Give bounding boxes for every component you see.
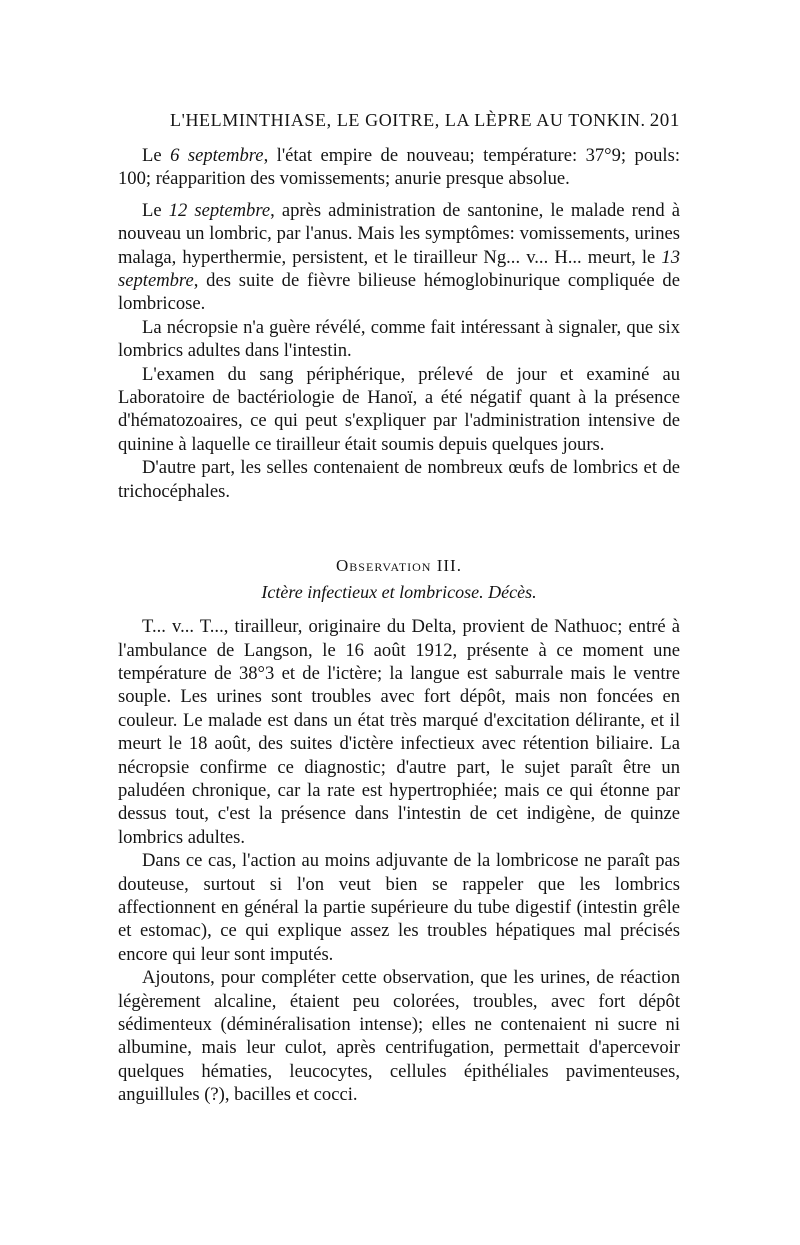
page-number: 201: [649, 110, 680, 131]
observation-subtitle: Ictère infectieux et lombricose. Décès.: [261, 582, 537, 603]
running-head-title: L'HELMINTHIASE, LE GOITRE, LA LÈPRE AU TONKIN.: [170, 110, 646, 130]
observation-label: Observation: [336, 556, 432, 576]
date-sept-12: 12 septembre: [168, 199, 271, 221]
observation-heading: [118, 553, 680, 579]
book-page: [118, 110, 680, 1107]
observation-number: III.: [436, 556, 462, 576]
observation-section: [118, 553, 680, 1107]
observation-paragraph-3: Ajoutons, pour compléter cette observation, que les urines, de réaction légèrement alcaline, étaient peu colorées, troubles, avec fort dépôt sédimenteux (déminéralisation intense); elles ne contenaient ni sucre ni albumine, mais leur culot, après centrifugation, permettait d'apercevoir quelques hématies, leucocytes, cellules épithéliales pavimenteuses, anguillules (?), bacilles et cocci.: [118, 967, 680, 1106]
paragraph-necropsy: La nécropsie n'a guère révélé, comme fait intéressant à signaler, que six lombrics adultes dans l'intestin.: [118, 316, 680, 362]
date-sept-6: 6 septembre: [170, 145, 264, 166]
paragraph-blood-exam: L'examen du sang périphérique, prélevé de jour et examiné au Laboratoire de bactériologie de Hanoï, a été négatif quant à la présence d'hématozoaires, ce qui peut s'expliquer par l'administration intensive de quinine à laquelle ce tirailleur était soumis depuis quelques jours.: [118, 363, 680, 455]
running-head: [170, 110, 680, 144]
paragraph-sept-6: Le 6 septembre, l'état empire de nouveau; température: 37°9; pouls: 100; réapparition des vomissements; anurie presque absolue.: [118, 145, 680, 190]
paragraph-sept-12: Le 12 septembre, après administration de santonine, le malade rend à nouveau un lombric, par l'anus. Mais les symptômes: vomissements, urines malaga, hyperthermie, persistent, et le tirailleur Ng... v... H... meurt, le 13 septembre, des suite de fièvre bilieuse hémoglobinurique compliquée de lombricose.: [118, 199, 680, 315]
observation-paragraph-2: Dans ce cas, l'action au moins adjuvante de la lombricose ne paraît pas douteuse, surtout si l'on veut bien se rappeler que les lombrics affectionnent en général la partie supérieure du tube digestif (intestin grêle et estomac), ce qui explique assez les troubles hépatiques mal précisés encore qui leur sont imputés.: [118, 850, 680, 965]
observation-paragraph-1: T... v... T..., tirailleur, originaire du Delta, provient de Nathuoc; entré à l'ambulance de Langson, le 16 août 1912, présente à ce moment une température de 38°3 et de l'ictère; la langue est saburrale mais le ventre souple. Les urines sont troubles avec fort dépôt, mais non foncées en couleur. Le malade est dans un état très marqué d'excitation délirante, et il meurt le 18 août, des suites d'ictère infectieux avec rétention biliaire. La nécropsie confirme ce diagnostic; d'autre part, le sujet paraît être un paludéen chronique, car la rate est hypertrophiée; mais ce qui étonne par dessus tout, c'est la présence dans l'intestin de cet indigène, de quinze lombrics adultes.: [118, 616, 680, 848]
paragraph-stool: D'autre part, les selles contenaient de nombreux œufs de lombrics et de trichocéphales.: [118, 457, 680, 502]
date-sept-13: 13 septembre: [118, 246, 680, 292]
